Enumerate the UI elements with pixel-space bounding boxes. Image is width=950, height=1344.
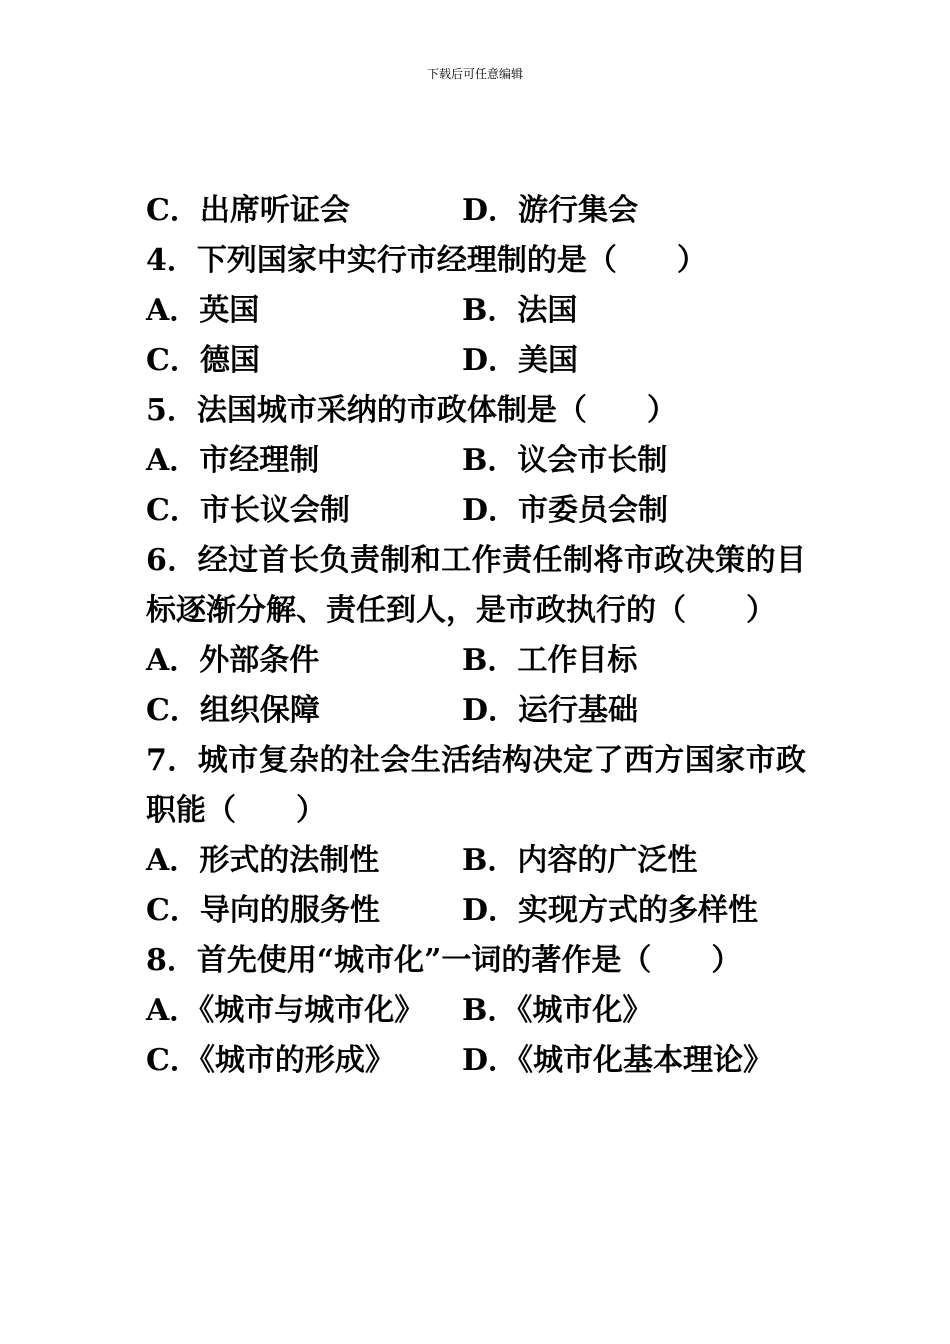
option-a: A．形式的法制性 [146,843,380,878]
option-a: A．外部条件 [146,643,320,678]
option-c: C．市长议会制 [146,493,350,528]
option-b: B．《城市化》 [462,993,653,1028]
option-d: D．运行基础 [462,693,639,728]
question-7: 7．城市复杂的社会生活结构决定了西方国家市政职能（ ） [146,743,806,828]
option-row [146,686,806,736]
option-d: D．实现方式的多样性 [462,893,759,928]
question-5: 5．法国城市采纳的市政体制是（ ） [146,393,677,428]
option-d: D．游行集会 [462,193,639,228]
option-b: B．法国 [462,293,578,328]
option-row [146,636,806,686]
option-d: D．《城市化基本理论》 [462,1043,774,1078]
option-b: B．工作目标 [462,643,638,678]
option-d: D．市委员会制 [462,493,669,528]
option-a: A．《城市与城市化》 [146,993,425,1028]
option-row [146,1036,806,1086]
question-list [146,186,806,1086]
option-d: D．美国 [462,343,579,378]
option-row [146,436,806,486]
option-row [146,186,806,236]
option-row [146,886,806,936]
question-4: 4．下列国家中实行市经理制的是（ ） [146,243,707,278]
option-c: C．《城市的形成》 [146,1043,395,1078]
option-a: A．市经理制 [146,443,320,478]
option-row [146,336,806,386]
option-c: C．出席听证会 [146,193,350,228]
header-note: 下载后可任意编辑 [426,67,523,81]
option-b: B．议会市长制 [462,443,668,478]
option-row [146,286,806,336]
option-c: C．导向的服务性 [146,893,380,928]
option-row [146,836,806,886]
option-c: C．组织保障 [146,693,320,728]
question-6: 6．经过首长负责制和工作责任制将市政决策的目标逐渐分解、责任到人，是市政执行的（ ） [146,543,806,628]
option-row [146,486,806,536]
option-c: C．德国 [146,343,260,378]
option-row [146,986,806,1036]
option-b: B．内容的广泛性 [462,843,698,878]
question-8: 8．首先使用“城市化”一词的著作是（ ） [146,943,742,978]
option-a: A．英国 [146,293,260,328]
